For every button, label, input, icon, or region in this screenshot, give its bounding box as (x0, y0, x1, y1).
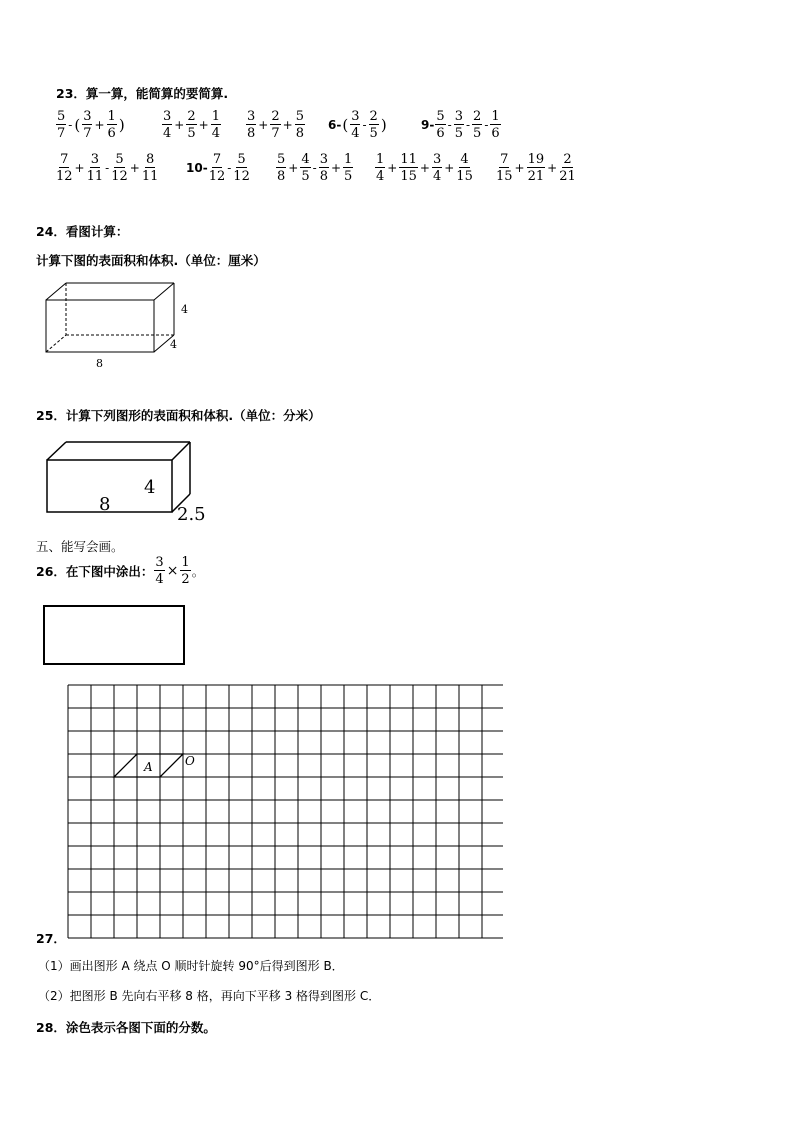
fraction (162, 110, 172, 140)
fraction-numerator: 3 (454, 109, 463, 124)
fraction-numerator: 3 (83, 109, 92, 124)
operator: + (419, 161, 430, 175)
fraction-numerator: 2 (271, 109, 280, 124)
fraction-numerator: 3 (247, 109, 256, 124)
fraction-denominator: 8 (319, 169, 328, 184)
fraction (343, 153, 353, 183)
q26-rectangle (43, 605, 185, 665)
q26-times-sign: × (166, 563, 179, 579)
operator: + (258, 118, 269, 132)
operator: + (174, 118, 185, 132)
expression-prefix: 6- (328, 118, 342, 132)
fraction (559, 153, 576, 183)
fraction-denominator: 21 (527, 169, 545, 184)
q24-title: 24．看图计算： (36, 224, 129, 239)
fraction-numerator: 8 (145, 152, 155, 167)
operator: - (105, 161, 110, 175)
q26-f2-numerator: 1 (181, 555, 190, 570)
fraction-numerator: 4 (460, 152, 469, 167)
operator: + (129, 161, 140, 175)
fraction-denominator: 8 (277, 169, 286, 184)
fraction (82, 110, 92, 140)
q26-fraction-1 (154, 556, 164, 586)
shape-a-label: A (144, 760, 153, 774)
q27-task2: （2）把图形 B 先向右平移 8 格，再向下平移 3 格得到图形 C． (38, 989, 381, 1003)
q26-f1-denominator: 4 (155, 572, 164, 587)
fraction-denominator: 12 (56, 169, 73, 184)
fraction-numerator: 19 (527, 152, 545, 167)
parenthesis: ) (118, 116, 125, 134)
fraction (142, 153, 159, 183)
q27-task1: （1）画出图形 A 绕点 O 顺时针旋转 90°后得到图形 B． (38, 959, 344, 973)
q23-title: 23．算一算，能简算的要简算. (56, 86, 229, 101)
fraction (472, 110, 482, 140)
fraction-denominator: 5 (301, 169, 310, 184)
fraction (270, 110, 280, 140)
fraction-numerator: 1 (376, 152, 385, 167)
operator: - (312, 161, 317, 175)
fraction-numerator: 3 (163, 109, 172, 124)
fraction-numerator: 5 (237, 152, 246, 167)
fraction (300, 153, 310, 183)
fraction-numerator: 5 (295, 109, 304, 124)
fraction-numerator: 11 (400, 152, 417, 167)
operator: + (94, 118, 105, 132)
fraction (211, 110, 221, 140)
fraction (435, 110, 445, 140)
fraction (456, 153, 473, 183)
fraction-denominator: 5 (187, 126, 196, 141)
q23-row1-expression-1 (55, 110, 126, 140)
fraction-denominator: 7 (57, 126, 66, 141)
fraction-numerator: 3 (90, 152, 100, 167)
q26-f2-denominator: 2 (181, 572, 190, 587)
fraction-numerator: 7 (212, 152, 222, 167)
fraction-denominator: 11 (86, 169, 104, 184)
fraction-denominator: 12 (208, 169, 226, 184)
operator: + (547, 161, 558, 175)
q25-height-label: 4 (144, 477, 156, 498)
fraction-denominator: 7 (83, 126, 92, 141)
operator: - (227, 161, 232, 175)
q26-title: 26．在下图中涂出： (36, 564, 154, 579)
parenthesis: ( (342, 116, 349, 134)
fraction-numerator: 1 (491, 109, 500, 124)
fraction-denominator: 7 (271, 126, 280, 141)
q26-fraction-2 (180, 556, 190, 586)
q26-f1-numerator: 3 (155, 555, 164, 570)
q23-row2-expression-3 (275, 153, 354, 183)
fraction-numerator: 1 (107, 109, 116, 124)
q23-row1-expression-4 (328, 110, 388, 140)
fraction-denominator: 5 (369, 126, 378, 141)
fraction-denominator: 6 (436, 126, 445, 141)
q28-title: 28．涂色表示各图下面的分数。 (36, 1020, 216, 1035)
fraction (496, 153, 513, 183)
fraction-denominator: 11 (141, 169, 159, 184)
fraction-numerator: 1 (344, 152, 353, 167)
fraction-numerator: 3 (432, 152, 442, 167)
fraction (490, 110, 500, 140)
fraction-denominator: 8 (247, 126, 256, 141)
fraction-denominator: 15 (456, 169, 473, 184)
fraction (87, 153, 104, 183)
operator: + (444, 161, 455, 175)
expression-prefix: 10- (186, 161, 208, 175)
fraction-denominator: 5 (473, 126, 482, 141)
operator: + (514, 161, 525, 175)
fraction-numerator: 5 (436, 109, 445, 124)
fraction-numerator: 3 (319, 152, 328, 167)
q26-line (36, 556, 204, 586)
fraction-numerator: 5 (57, 109, 66, 124)
fraction (399, 153, 418, 183)
q23-row2-expression-1 (55, 153, 159, 183)
fraction (432, 153, 442, 183)
fraction (56, 153, 73, 183)
fraction (527, 153, 546, 183)
fraction-denominator: 4 (163, 126, 172, 141)
fraction-denominator: 5 (454, 126, 463, 141)
fraction-numerator: 7 (500, 152, 509, 167)
q25-width-label: 2.5 (177, 504, 206, 525)
operator: - (447, 118, 452, 132)
fraction-denominator: 12 (111, 169, 128, 184)
operator: + (282, 118, 293, 132)
operator: + (74, 161, 85, 175)
q24-subtitle: 计算下图的表面积和体积.（单位：厘米） (36, 253, 266, 268)
fraction-numerator: 4 (301, 152, 310, 167)
fraction (295, 110, 305, 140)
fraction-denominator: 15 (496, 169, 513, 184)
fraction (111, 153, 128, 183)
section5-title: 五、能写会画。 (36, 539, 124, 554)
q23-row2-expression-2 (186, 153, 251, 183)
parenthesis: ( (74, 116, 81, 134)
fraction (186, 110, 196, 140)
operator: - (68, 118, 73, 132)
q23-row1-expression-2 (161, 110, 222, 140)
fraction (375, 153, 385, 183)
operator: - (362, 118, 367, 132)
operator: + (198, 118, 209, 132)
operator: - (484, 118, 489, 132)
fraction (107, 110, 117, 140)
fraction-denominator: 15 (400, 169, 417, 184)
fraction (233, 153, 250, 183)
fraction (56, 110, 66, 140)
parenthesis: ) (380, 116, 387, 134)
fraction-numerator: 2 (473, 109, 482, 124)
operator: + (330, 161, 342, 175)
operator: - (465, 118, 471, 132)
q24-height-label: 4 (181, 303, 188, 316)
fraction (350, 110, 360, 140)
fraction-denominator: 6 (491, 126, 500, 141)
fraction-numerator: 5 (277, 152, 286, 167)
fraction-denominator: 12 (233, 169, 250, 184)
point-o-label: O (185, 754, 195, 768)
q23-row2-expression-4 (374, 153, 474, 183)
fraction-numerator: 2 (187, 109, 196, 124)
q25-length-label: 8 (99, 494, 111, 515)
q26-period: 。 (191, 564, 205, 579)
fraction (276, 153, 286, 183)
fraction-denominator: 6 (107, 126, 116, 141)
fraction (246, 110, 256, 140)
fraction (209, 153, 226, 183)
operator: + (387, 161, 398, 175)
fraction-numerator: 1 (211, 109, 220, 124)
fraction-denominator: 4 (432, 169, 442, 184)
fraction (319, 153, 329, 183)
q23-row2-expression-5 (495, 153, 577, 183)
fraction-denominator: 4 (376, 169, 385, 184)
fraction (369, 110, 379, 140)
fraction-numerator: 7 (60, 152, 69, 167)
q23-row1-expression-5 (421, 110, 502, 140)
fraction-numerator: 5 (115, 152, 124, 167)
q23-row1-expression-3 (245, 110, 306, 140)
fraction-denominator: 8 (295, 126, 304, 141)
fraction-denominator: 21 (559, 169, 576, 184)
fraction-denominator: 4 (351, 126, 360, 141)
fraction-numerator: 2 (369, 109, 378, 124)
q24-cuboid-figure (40, 280, 200, 370)
fraction-denominator: 4 (211, 126, 220, 141)
fraction-numerator: 3 (351, 109, 360, 124)
fraction (454, 110, 464, 140)
operator: + (288, 161, 299, 175)
fraction-numerator: 2 (563, 152, 572, 167)
q25-cuboid-figure (40, 438, 210, 526)
q27-grid (67, 684, 503, 942)
q24-length-label: 8 (96, 357, 103, 370)
q27-number: 27． (36, 931, 66, 946)
fraction-denominator: 5 (344, 169, 353, 184)
q24-width-label: 4 (170, 338, 177, 351)
q25-title: 25．计算下列图形的表面积和体积.（单位：分米） (36, 408, 321, 423)
expression-prefix: 9- (421, 118, 435, 132)
